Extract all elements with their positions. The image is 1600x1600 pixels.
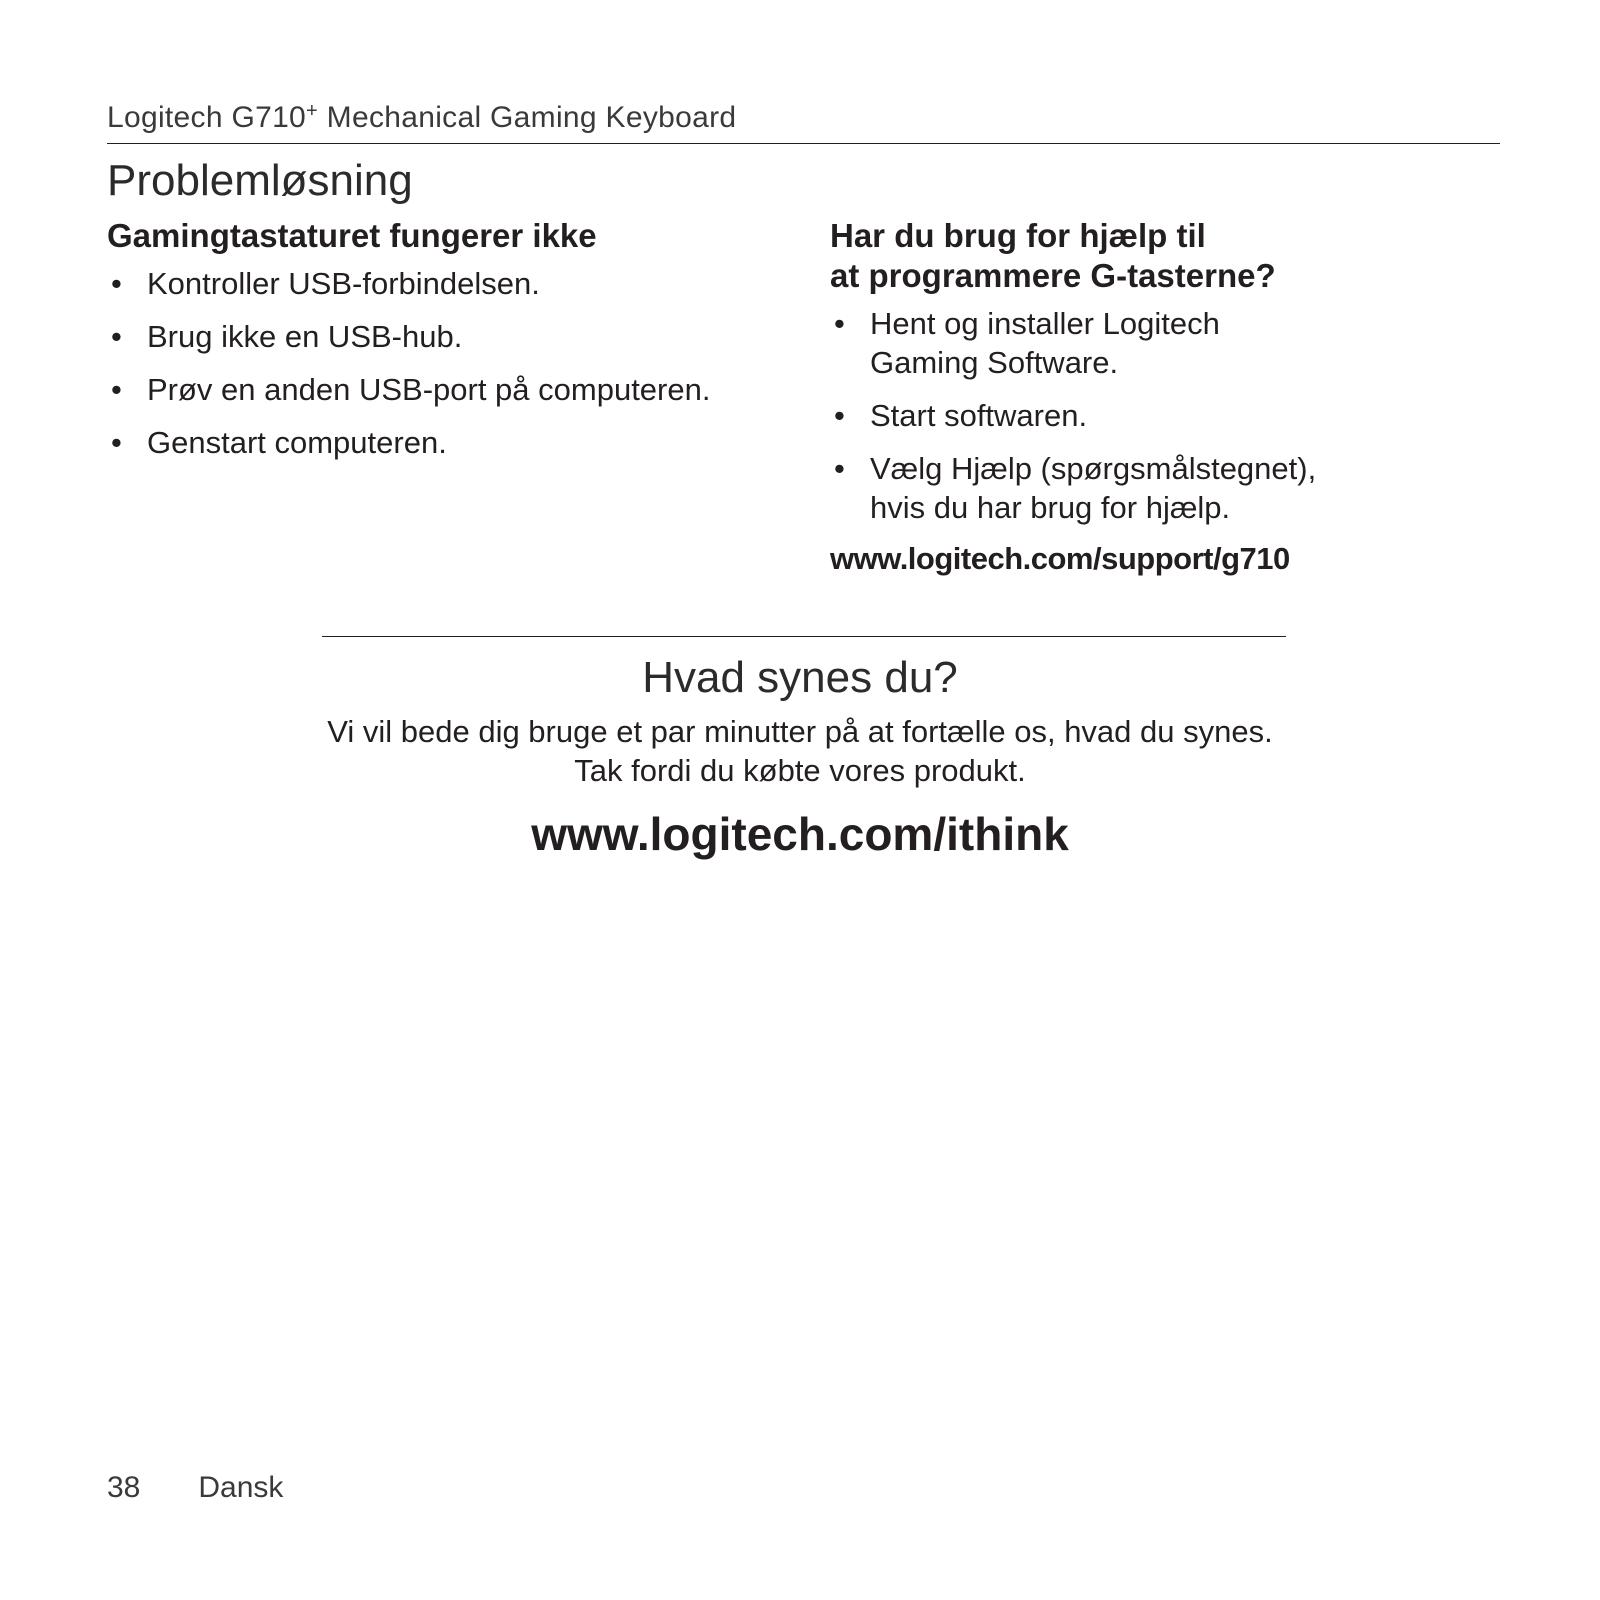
document-header: [107, 101, 736, 135]
list-item: [107, 317, 807, 356]
list-item: [107, 264, 807, 303]
list-item-line1: Start softwaren.: [870, 398, 1088, 433]
list-item-line2: hvis du har brug for hjælp.: [870, 490, 1231, 525]
bullet-icon: •: [111, 425, 122, 460]
troubleshooting-left-column: [107, 216, 807, 476]
feedback-link[interactable]: www.logitech.com/ithink: [531, 808, 1069, 860]
product-name-sup: +: [306, 100, 319, 122]
feedback-text-line2: Tak fordi du købte vores produkt.: [574, 753, 1026, 788]
list-item: [107, 370, 807, 409]
list-item-text: Genstart computeren.: [147, 425, 447, 460]
list-item-text: Kontroller USB-forbindelsen.: [147, 266, 540, 301]
feedback-text: [0, 712, 1600, 790]
section-divider: [322, 636, 1286, 637]
support-link[interactable]: www.logitech.com/support/g710: [830, 541, 1290, 576]
list-item-text: Brug ikke en USB-hub.: [147, 319, 463, 354]
right-section-heading: [830, 216, 1490, 296]
bullet-icon: •: [834, 398, 845, 433]
right-heading-line2: at programmere G-tasterne?: [830, 257, 1276, 294]
right-heading-line1: Har du brug for hjælp til: [830, 217, 1206, 254]
feedback-title: Hvad synes du?: [642, 653, 958, 702]
bullet-icon: •: [111, 266, 122, 301]
list-item: [830, 396, 1490, 435]
list-item-text: Prøv en anden USB-port på computeren.: [147, 372, 711, 407]
bullet-icon: •: [111, 372, 122, 407]
bullet-icon: •: [111, 319, 122, 354]
feedback-section: [0, 650, 1600, 864]
list-item: [830, 449, 1490, 527]
bullet-icon: •: [834, 451, 845, 486]
page-footer: [107, 1471, 283, 1505]
feedback-text-line1: Vi vil bede dig bruge et par minutter på at fortælle os, hvad du synes.: [327, 714, 1273, 749]
language-label: Dansk: [198, 1471, 284, 1504]
page-title: Problemløsning: [107, 156, 413, 205]
header-rule: [107, 143, 1500, 144]
list-item: [107, 423, 807, 462]
list-item-line2: Gaming Software.: [870, 345, 1119, 380]
right-bullet-list: [830, 304, 1490, 527]
product-name-suffix: Mechanical Gaming Keyboard: [318, 101, 737, 134]
list-item-line1: Vælg Hjælp (spørgsmålstegnet),: [870, 451, 1317, 486]
list-item: [830, 304, 1490, 382]
left-section-heading: Gamingtastaturet fungerer ikke: [107, 217, 597, 254]
list-item-line1: Hent og installer Logitech: [870, 306, 1220, 341]
bullet-icon: •: [834, 306, 845, 341]
left-bullet-list: [107, 264, 807, 462]
troubleshooting-right-column: [830, 216, 1490, 577]
page-number: 38: [107, 1471, 141, 1504]
product-name-prefix: Logitech G710: [107, 101, 307, 134]
